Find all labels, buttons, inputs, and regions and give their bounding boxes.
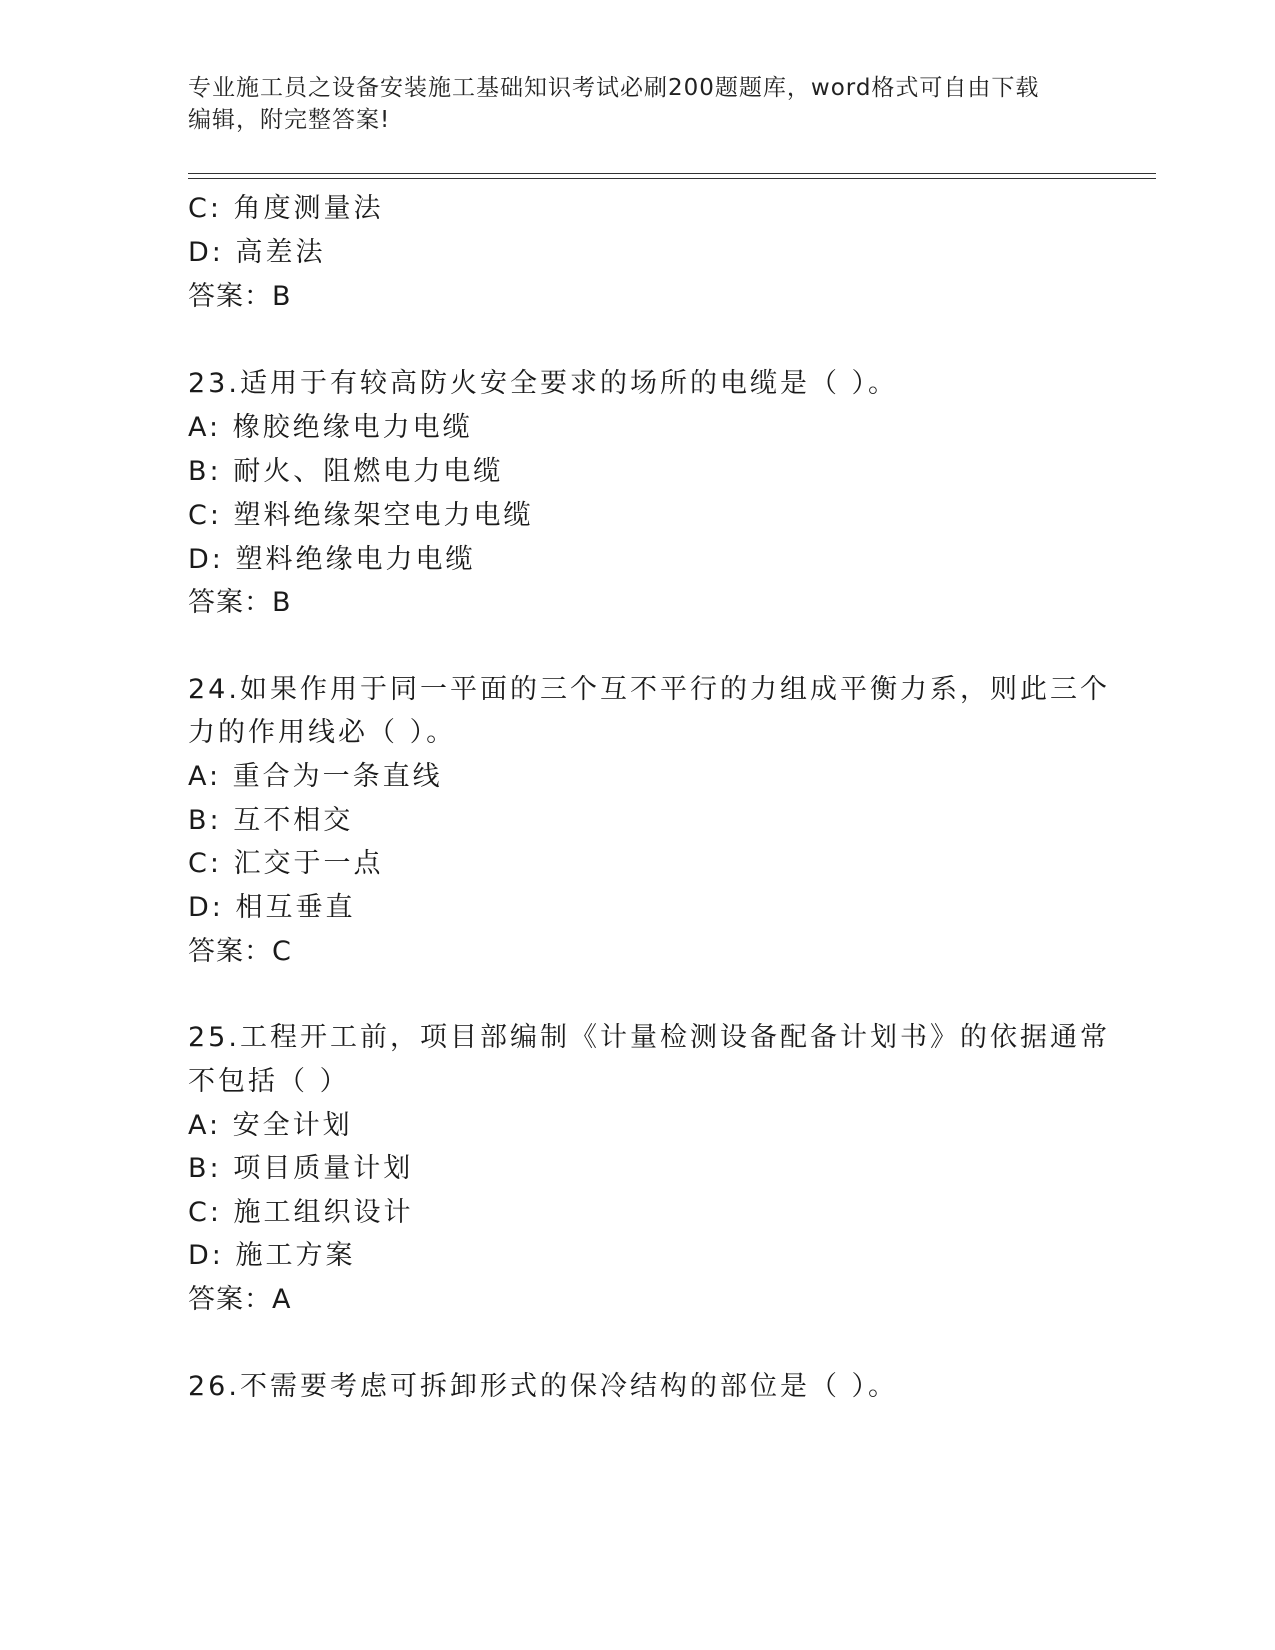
option-c: C: 汇交于一点 bbox=[188, 848, 384, 879]
header-rule-bottom bbox=[188, 178, 1156, 179]
answer-label: 答案：B bbox=[188, 587, 292, 618]
question-stem: 25.工程开工前，项目部编制《计量检测设备配备计划书》的依据通常 bbox=[188, 1022, 1110, 1053]
answer-label: 答案：C bbox=[188, 936, 292, 967]
question-stem: 23.适用于有较高防火安全要求的场所的电缆是（ ）。 bbox=[188, 368, 899, 399]
option-c: C: 角度测量法 bbox=[188, 193, 384, 224]
option-c: C: 施工组织设计 bbox=[188, 1197, 414, 1228]
option-a: A: 安全计划 bbox=[188, 1110, 353, 1141]
header-line-2: 编辑，附完整答案! bbox=[188, 107, 391, 133]
option-d: D: 高差法 bbox=[188, 237, 326, 268]
option-b: B: 耐火、阻燃电力电缆 bbox=[188, 456, 504, 487]
answer-label: 答案：B bbox=[188, 281, 292, 312]
option-a: A: 重合为一条直线 bbox=[188, 761, 443, 792]
question-stem-continued: 力的作用线必（ ）。 bbox=[188, 717, 457, 748]
header-line-1: 专业施工员之设备安装施工基础知识考试必刷200题题库，word格式可自由下载 bbox=[188, 75, 1040, 101]
option-d: D: 施工方案 bbox=[188, 1240, 356, 1271]
document-header bbox=[188, 72, 1088, 136]
question-stem-continued: 不包括（ ） bbox=[188, 1066, 350, 1097]
option-a: A: 橡胶绝缘电力电缆 bbox=[188, 412, 473, 443]
header-rule-top bbox=[188, 173, 1156, 174]
option-b: B: 互不相交 bbox=[188, 805, 354, 836]
question-stem: 26.不需要考虑可拆卸形式的保冷结构的部位是（ ）。 bbox=[188, 1371, 899, 1402]
option-d: D: 塑料绝缘电力电缆 bbox=[188, 544, 476, 575]
option-d: D: 相互垂直 bbox=[188, 892, 356, 923]
question-stem: 24.如果作用于同一平面的三个互不平行的力组成平衡力系，则此三个 bbox=[188, 674, 1110, 705]
option-b: B: 项目质量计划 bbox=[188, 1153, 414, 1184]
option-c: C: 塑料绝缘架空电力电缆 bbox=[188, 500, 534, 531]
answer-label: 答案：A bbox=[188, 1284, 292, 1315]
